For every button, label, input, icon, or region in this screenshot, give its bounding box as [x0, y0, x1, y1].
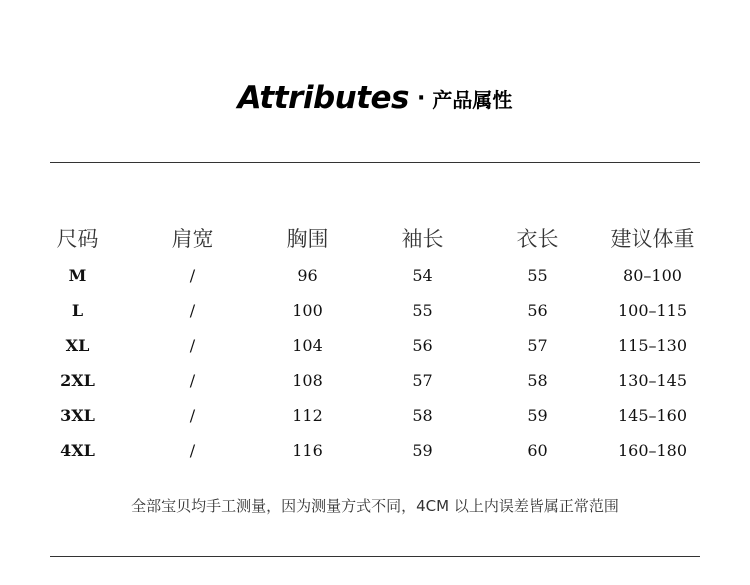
weight-cell: 145–160	[617, 406, 688, 425]
sleeve-cell: 56	[412, 336, 433, 355]
table-row	[20, 433, 710, 468]
table-row	[20, 258, 710, 293]
chest-cell: 104	[292, 336, 323, 355]
sleeve-cell: 54	[412, 266, 433, 285]
chest-cell: 100	[292, 301, 323, 320]
title-chinese: 产品属性	[432, 87, 513, 112]
chest-cell: 112	[292, 406, 323, 425]
table-header-row	[20, 220, 710, 258]
length-cell: 60	[527, 441, 548, 460]
sleeve-cell: 55	[412, 301, 433, 320]
table-row	[20, 328, 710, 363]
size-cell: 2XL	[60, 371, 95, 390]
length-cell: 56	[527, 301, 548, 320]
shoulder-cell: /	[189, 441, 196, 460]
table-row	[20, 398, 710, 433]
size-cell: XL	[65, 336, 90, 355]
shoulder-cell: /	[189, 406, 196, 425]
size-cell: 3XL	[60, 406, 95, 425]
header-size: 尺码	[56, 227, 99, 251]
header-chest: 胸围	[286, 227, 329, 251]
shoulder-cell: /	[189, 371, 196, 390]
header-sleeve-length: 袖长	[401, 227, 444, 251]
bottom-divider	[50, 556, 700, 557]
weight-cell: 160–180	[617, 441, 688, 460]
header-shoulder-width: 肩宽	[171, 227, 214, 251]
length-cell: 57	[527, 336, 548, 355]
size-cell: 4XL	[60, 441, 95, 460]
chest-cell: 116	[292, 441, 323, 460]
chest-cell: 96	[297, 266, 318, 285]
size-cell: M	[68, 266, 87, 285]
sleeve-cell: 57	[412, 371, 433, 390]
shoulder-cell: /	[189, 266, 196, 285]
size-cell: L	[71, 301, 84, 320]
sleeve-cell: 58	[412, 406, 433, 425]
measurement-note: 全部宝贝均手工测量，因为测量方式不同，4CM 以上内误差皆属正常范围	[131, 497, 619, 515]
title-separator: ·	[417, 85, 426, 111]
shoulder-cell: /	[189, 336, 196, 355]
header-garment-length: 衣长	[516, 227, 559, 251]
attributes-title	[0, 78, 750, 118]
table-row	[20, 363, 710, 398]
length-cell: 55	[527, 266, 548, 285]
top-divider	[50, 162, 700, 163]
weight-cell: 80–100	[623, 266, 682, 285]
table-row	[20, 293, 710, 328]
length-cell: 58	[527, 371, 548, 390]
shoulder-cell: /	[189, 301, 196, 320]
weight-cell: 130–145	[617, 371, 688, 390]
header-recommended-weight: 建议体重	[610, 227, 695, 251]
title-english: Attributes	[237, 80, 410, 116]
sleeve-cell: 59	[412, 441, 433, 460]
chest-cell: 108	[292, 371, 323, 390]
size-table	[20, 220, 710, 468]
length-cell: 59	[527, 406, 548, 425]
weight-cell: 115–130	[617, 336, 688, 355]
weight-cell: 100–115	[617, 301, 688, 320]
